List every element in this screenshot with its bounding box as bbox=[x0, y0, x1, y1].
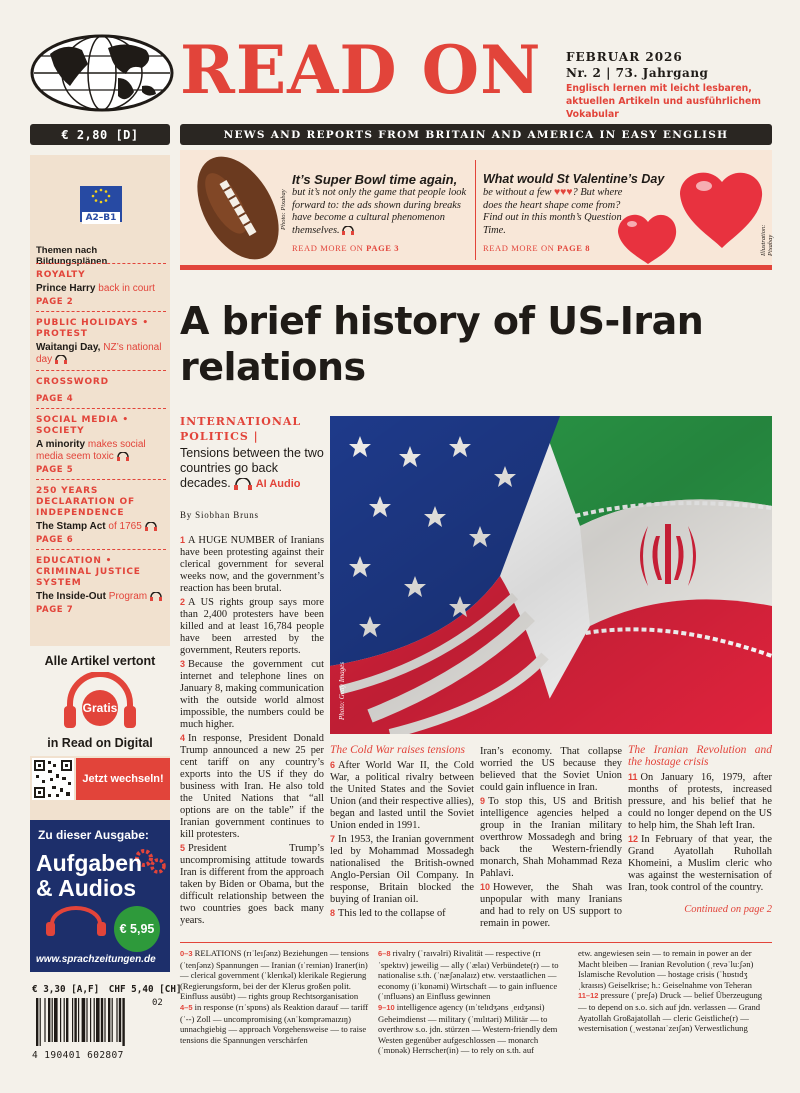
paragraph-number: 2 bbox=[180, 597, 186, 607]
article-paragraph bbox=[330, 833, 474, 906]
barcode-bar bbox=[36, 998, 38, 1046]
barcode-bar bbox=[104, 998, 105, 1042]
paragraph-number: 5 bbox=[180, 843, 186, 853]
issue-info bbox=[566, 50, 786, 121]
vocab-range: 6–8 bbox=[378, 949, 393, 958]
extras-heading-1: Aufgaben bbox=[36, 850, 143, 876]
hearts-image bbox=[616, 150, 766, 266]
divider bbox=[36, 263, 166, 264]
barcode-bar bbox=[74, 998, 76, 1042]
barcode-bar bbox=[116, 998, 117, 1042]
issue-date: FEBRUAR 2026 bbox=[566, 50, 683, 64]
extras-title: Zu dieser Ausgabe: bbox=[38, 828, 149, 842]
vocab-range: 0–3 bbox=[180, 949, 195, 958]
promo-heading: Alle Artikel vertont bbox=[44, 654, 156, 668]
vocab-text: in response (rɪˈspɒns) als Reaktion darauf — tariff (ˈ--) Zoll — uncompromising (ʌnˈkɒmprəmaɪzɪŋ) unnachgiebig — approach Vorgehensweise — to raise tensions die Spannungen verschärfen bbox=[180, 1001, 369, 1045]
paragraph-number: 1 bbox=[180, 535, 186, 545]
digital-promo[interactable] bbox=[30, 646, 170, 756]
barcode-bar bbox=[122, 998, 124, 1046]
paragraph-text: In 1953, the Iranian government led by Mohammad Mossadegh nationalised the British-owned Anglo-Persian Oil Company. In response, Britain blocked the buying of Iranian oil. bbox=[330, 834, 474, 905]
item-title: Waitangi Day, NZ’s national day bbox=[36, 342, 162, 365]
gratis-label: Gratis bbox=[82, 701, 118, 715]
article-title: A brief history of US-Iran relations bbox=[180, 299, 704, 389]
continued-link[interactable]: Continued on page 2 bbox=[684, 904, 772, 915]
article-paragraph bbox=[480, 881, 622, 930]
barcode-bar bbox=[48, 998, 50, 1042]
article-paragraph bbox=[180, 534, 324, 595]
paragraph-number: 3 bbox=[180, 659, 186, 669]
extras-heading-2: & Audios bbox=[36, 875, 137, 901]
paragraph-text: After World War II, the Cold War, a political rivalry between the United States and the Soviet Union (and their respective allies), began and lasted until the Soviet Union ended in 1991. bbox=[330, 760, 474, 831]
paragraph-number: 11 bbox=[628, 772, 638, 782]
globe-logo-icon bbox=[30, 34, 174, 112]
subtitle-bar bbox=[180, 124, 772, 145]
vocab-column-1 bbox=[180, 948, 370, 1045]
barcode-bar bbox=[108, 998, 110, 1042]
teaser-valentines[interactable] bbox=[483, 172, 665, 253]
paragraph-text: Iran’s economy. That collapse worried the US because they believed that the Soviet Union could gain influence in Iran. bbox=[480, 746, 622, 793]
price-ch: CHF 5,40 [CH] bbox=[108, 984, 182, 995]
headphones-icon bbox=[342, 226, 354, 235]
barcode-bar bbox=[78, 998, 79, 1042]
vocab-entry bbox=[578, 948, 772, 990]
paragraph-number: 6 bbox=[330, 760, 336, 770]
vocab-text: rivalry (ˈraɪvəlri) Rivalität — respective (rɪˈspektɪv) jeweilig — ally (ˈælaɪ) Verbündete(r) — to nationalise s.th. (ˈnæʃənəlaɪz) etw. verstaatlichen — economy (iˈkɒnəmi) Wirtschaft — to gain influence (ˈɪnfluəns) an Einfluss gewinnen bbox=[378, 948, 559, 1002]
sidebar-item-social-media[interactable] bbox=[36, 415, 166, 475]
barcode-bar bbox=[40, 998, 41, 1046]
price-at: € 3,30 [A,F] bbox=[32, 984, 100, 995]
page-ref: PAGE 7 bbox=[36, 605, 74, 615]
divider bbox=[36, 549, 166, 550]
section-label: SOCIAL MEDIA • SOCIETY bbox=[36, 415, 129, 436]
vocab-entry bbox=[378, 948, 568, 1002]
sidebar-item-crossword[interactable] bbox=[36, 377, 166, 404]
item-title: The Stamp Act of 1765 bbox=[36, 521, 166, 533]
article-paragraph bbox=[330, 759, 474, 832]
paragraph-text: A US rights group says more than 2,400 protesters have been killed and at least 16,784 people have been arrested by the government, Reuters reports. bbox=[180, 597, 324, 656]
paragraph-number: 12 bbox=[628, 834, 639, 844]
vocab-entry bbox=[378, 1002, 568, 1056]
section-label: ROYALTY bbox=[36, 270, 86, 280]
teaser-1-credit: Photo: Pixabay bbox=[280, 189, 287, 230]
section-label: 250 YEARS DECLARATION OF INDEPENDENCE bbox=[36, 486, 135, 518]
teaser-headline: What would St Valentine’s Day bbox=[483, 172, 665, 186]
themes-label: Themen nach Bildungsplänen bbox=[36, 245, 108, 267]
paragraph-text: President Trump’s uncompromising attitude towards Iran is different from the approach taken by Biden or Obama, but the difficult relationship between the two countries goes back many years. bbox=[180, 843, 324, 926]
vocab-divider bbox=[180, 942, 772, 943]
switch-button-label: Jetzt wechseln! bbox=[82, 773, 164, 785]
paragraph-text: A HUGE NUMBER of Iranians have been protesting against their clerical government for several weeks now, and the government’s reaction has been brutal. bbox=[180, 535, 324, 594]
paragraph-text: To stop this, US and British intelligence agencies helped a group in the Iranian military overthrow Mossadegh and bring back the Western-friendly monarch, Shah Mohammad Reza Pahlavi. bbox=[480, 796, 622, 879]
extras-box[interactable] bbox=[30, 820, 170, 972]
vocab-entry bbox=[180, 1002, 370, 1045]
paragraph-text: However, the Shah was unpopular with many Iranians and had to rely on US support to remain in power. bbox=[480, 882, 622, 929]
vocab-range: 4–5 bbox=[180, 1002, 195, 1012]
barcode-bar bbox=[66, 998, 68, 1042]
divider bbox=[36, 408, 166, 409]
article-paragraph bbox=[180, 658, 324, 731]
sidebar-contents bbox=[36, 263, 166, 615]
ai-audio-link[interactable]: AI Audio bbox=[255, 478, 301, 490]
teaser-read-more[interactable]: READ MORE ON PAGE 3 bbox=[292, 243, 400, 253]
paragraph-text: This led to the collapse of bbox=[338, 908, 446, 919]
issue-number: Nr. 2 | 73. Jahrgang bbox=[566, 66, 709, 80]
article-paragraph bbox=[480, 795, 622, 880]
article-paragraph bbox=[180, 842, 324, 927]
article-deck: Tensions between the two countries go back decades. AI Audio bbox=[180, 446, 324, 490]
promo-subheading: in Read on Digital bbox=[47, 736, 153, 750]
divider bbox=[36, 311, 166, 312]
page-ref: PAGE 2 bbox=[36, 297, 74, 307]
headphones-badge-icon bbox=[62, 672, 138, 730]
paragraph-number: 4 bbox=[180, 733, 186, 743]
item-title: The Inside-Out Program bbox=[36, 591, 166, 603]
sidebar-item-declaration[interactable] bbox=[36, 486, 166, 545]
masthead-title: READ ON bbox=[180, 31, 542, 109]
article-paragraph bbox=[480, 746, 622, 794]
headphones-icon bbox=[117, 452, 129, 461]
barcode bbox=[32, 998, 172, 1061]
divider bbox=[36, 370, 166, 371]
article-paragraph bbox=[180, 732, 324, 841]
barcode-bar bbox=[72, 998, 73, 1042]
teaser-text: but it’s not only the game that people look forward to: the ads shown during breaks have become a cultural phenomenon themselves. bbox=[292, 187, 467, 236]
divider bbox=[475, 160, 476, 260]
section-label: EDUCATION • CRIMINAL JUSTICE SYSTEM bbox=[36, 556, 141, 588]
paragraph-number: 7 bbox=[330, 834, 336, 844]
eu-stars-icon bbox=[80, 186, 122, 208]
barcode-issue: 02 bbox=[152, 998, 163, 1008]
barcode-bar bbox=[54, 998, 58, 1042]
sidebar-item-public-holidays[interactable] bbox=[36, 318, 166, 366]
page-ref: PAGE 6 bbox=[36, 535, 74, 545]
barcode-bar bbox=[90, 998, 91, 1042]
barcode-bar bbox=[64, 998, 65, 1042]
byline: By Siobhan Bruns bbox=[180, 510, 259, 520]
article-paragraph bbox=[180, 596, 324, 657]
level-label: A2–B1 bbox=[82, 212, 120, 224]
teaser-text: be without a few ♥♥♥? But where does the heart shape come from? Find out in this month’s Question Time. bbox=[483, 187, 623, 236]
headphones-icon bbox=[44, 906, 108, 940]
switch-button[interactable] bbox=[76, 758, 170, 800]
extras-price: € 5,95 bbox=[119, 922, 155, 936]
page-ref: PAGE 5 bbox=[36, 465, 74, 475]
vocab-column-2 bbox=[378, 948, 568, 1056]
price-badge bbox=[114, 906, 160, 952]
paragraph-number: 10 bbox=[480, 882, 491, 892]
hearts-icon: ♥♥♥ bbox=[554, 187, 573, 198]
masthead-tagline: Englisch lernen mit leicht lesbaren, aktuellen Artikeln und ausführlichem Vokabular bbox=[566, 83, 761, 120]
vocab-text: etw. angewiesen sein — to remain in power an der Macht bleiben — Iranian Revolution (ˌrevəˈluːʃən) Islamische Revolution — hostage crisis (ˈhɒstɪdʒ ˌkraɪsɪs) Geiselkrise; h.: Geiselnahme von Teheran bbox=[578, 948, 754, 990]
section-label: CROSSWORD bbox=[36, 377, 109, 387]
page-ref: PAGE 4 bbox=[36, 394, 74, 404]
article-paragraph bbox=[628, 833, 772, 894]
teaser-2-credit: Illustration: Pixabay bbox=[760, 224, 774, 256]
subtitle-text: NEWS AND REPORTS FROM BRITAIN AND AMERICA IN EASY ENGLISH bbox=[223, 128, 729, 141]
article-paragraph bbox=[628, 771, 772, 832]
article-paragraph bbox=[330, 907, 474, 920]
barcode-number: 4 190401 602807 bbox=[32, 1050, 124, 1061]
vocab-column-3 bbox=[578, 948, 772, 1034]
article-column-1 bbox=[180, 534, 324, 928]
article-column-4 bbox=[628, 744, 772, 916]
paragraph-text: In response, President Donald Trump announced a new 25 per cent tariff on any country’s exports into the US if they do business with Iran. He also told the United Nations that “all options are on the table” if the Iranian government continues to kill protesters. bbox=[180, 733, 324, 840]
sidebar-item-education[interactable] bbox=[36, 556, 166, 615]
headphones-icon bbox=[55, 355, 67, 364]
price-bar bbox=[30, 124, 170, 145]
headphones-icon bbox=[150, 592, 162, 601]
barcode-bar bbox=[96, 998, 100, 1042]
football-image bbox=[190, 148, 286, 266]
barcode-bar bbox=[119, 998, 121, 1042]
subheading: The Cold War raises tensions bbox=[330, 744, 466, 756]
vocab-entry bbox=[180, 948, 370, 1002]
price-label: € 2,80 [D] bbox=[61, 127, 139, 142]
subheading: The Iranian Revolution and the hostage crisis bbox=[628, 744, 772, 768]
flags-image bbox=[330, 416, 772, 734]
paragraph-text: On January 16, 1979, after months of protests, increased pressure, and his belief that he could no longer depend on the US to help him, the Shah left Iran. bbox=[628, 772, 772, 831]
vocab-text: pressure (ˈpreʃə) Druck — belief Überzeugung — to depend on s.o. sich auf jdn. verlassen — Grand Ayatollah Großajatollah — cleric Geistliche(r) — westernisation (ˌwestənaɪˈzeɪʃən) Verwestlichung bbox=[578, 990, 763, 1034]
teaser-headline: It’s Super Bowl time again, bbox=[292, 172, 458, 187]
vocab-range: 9–10 bbox=[378, 1002, 397, 1012]
paragraph-text: Because the government cut internet and telephone lines on January 8, making communication with the outside world almost impossible, the numbers could be much higher. bbox=[180, 659, 324, 730]
barcode-bar bbox=[101, 998, 103, 1042]
barcode-bar bbox=[86, 998, 87, 1042]
barcode-bar bbox=[52, 998, 53, 1042]
divider bbox=[36, 479, 166, 480]
eu-level-badge bbox=[80, 186, 122, 222]
vocab-text: intelligence agency (ɪnˈtelɪdʒəns ˌeɪdʒənsi) Geheimdienst — military (ˈmɪlɪtəri) Militär — to overthrow s.o. jdn. stürzen — Western-friendly dem Westen gegenüber aufgeschlossen — monarch (ˈmɒnək) Herrscher(in) — to rely on s.th. auf bbox=[378, 1001, 558, 1056]
vocab-text: RELATIONS (rɪˈleɪʃənz) Beziehungen — tensions (ˈtenʃənz) Spannungen — Iranian (ɪˈreɪniən) Iraner(in) — clerical government (ˈklerɪkəl) klerikale Regierung (Regierungsform, bei der der Klerus großen polit. Einfluss ausübt) — rights group Rechtsorganisation bbox=[180, 948, 369, 1002]
article-section: INTERNATIONAL POLITICS | bbox=[180, 415, 302, 443]
section-label: PUBLIC HOLIDAYS • PROTEST bbox=[36, 318, 149, 339]
teaser-read-more[interactable]: READ MORE ON PAGE 8 bbox=[483, 243, 591, 253]
paragraph-number: 8 bbox=[330, 908, 336, 918]
qr-code[interactable] bbox=[32, 758, 74, 800]
headphones-icon bbox=[234, 478, 252, 490]
item-title: A minority makes social media seem toxic bbox=[36, 439, 146, 462]
article-column-3 bbox=[480, 746, 622, 931]
barcode-bar bbox=[94, 998, 95, 1042]
vocab-range: 11–12 bbox=[578, 991, 601, 1001]
price-info bbox=[32, 984, 182, 995]
barcode-bar bbox=[44, 998, 45, 1042]
vocab-entry bbox=[578, 990, 772, 1033]
item-title: Prince Harry back in court bbox=[36, 283, 155, 294]
barcode-bar bbox=[60, 998, 61, 1042]
sidebar-item-royalty[interactable] bbox=[36, 270, 166, 307]
teaser-super-bowl[interactable] bbox=[292, 172, 472, 253]
article-column-2 bbox=[330, 744, 474, 921]
website-link[interactable]: www.sprachzeitungen.de bbox=[36, 954, 156, 965]
headphones-icon bbox=[145, 522, 157, 531]
barcode-bar bbox=[82, 998, 86, 1042]
image-credit: Photo: Getty Images bbox=[338, 662, 346, 720]
barcode-bar bbox=[112, 998, 113, 1042]
paragraph-number: 9 bbox=[480, 796, 486, 806]
paragraph-text: In February of that year, the Grand Ayatollah Ruhollah Khomeini, a Muslim cleric who was against the westernisation of Iran, took control of the country. bbox=[628, 834, 772, 893]
